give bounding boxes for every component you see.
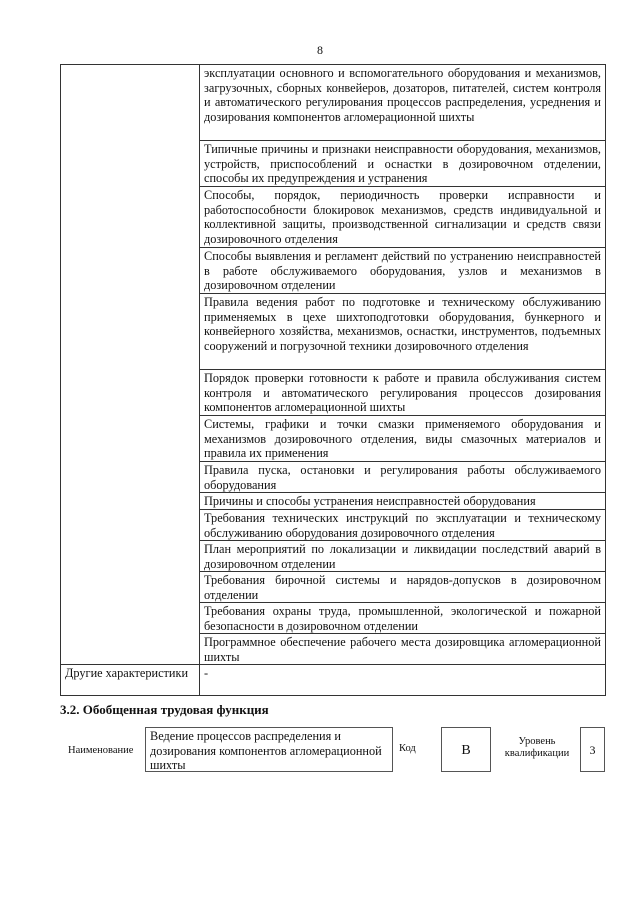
name-label: Наименование: [68, 745, 134, 756]
knowledge-item: Правила ведения работ по подготовке и техническому обслуживанию применяемых в цехе шихтоподготовки оборудования, бункерного и конвейерного хозяйства, механизмов, оснастки, инструментов, подъемных сооружений и погрузочной техники дозировочного отделения: [200, 294, 606, 370]
generalized-function-heading: 3.2. Обобщенная трудовая функция: [60, 702, 269, 717]
knowledge-item: Системы, графики и точки смазки применяемого оборудования и механизмов дозировочного отделения, виды смазочных материалов и правила их применения: [200, 416, 606, 462]
other-characteristics-label: Другие характеристики: [61, 665, 200, 696]
code-label: Код: [399, 743, 416, 754]
knowledge-item: Требования технических инструкций по эксплуатации и техническому обслуживанию оборудования дозировочного отделения: [200, 510, 606, 541]
page-number: 8: [317, 43, 323, 57]
function-name-box: Ведение процессов распределения и дозирования компонентов агломерационной шихты: [145, 727, 393, 772]
knowledge-item: Причины и способы устранения неисправностей оборудования: [200, 493, 606, 510]
other-characteristics-value: -: [200, 665, 606, 696]
qualification-level-box: 3: [580, 727, 605, 772]
function-code-box: В: [441, 727, 491, 772]
qualification-level-label: Уровень квалификации: [504, 736, 570, 759]
knowledge-item: План мероприятий по локализации и ликвидации последствий аварий в дозировочном отделении: [200, 541, 606, 572]
knowledge-item: Правила пуска, остановки и регулирования работы обслуживаемого оборудования: [200, 462, 606, 493]
knowledge-item: Способы, порядок, периодичность проверки исправности и работоспособности блокировок механизмов, средств индивидуальной и коллективной защиты, производственной сигнализации и средств связи дозировочного отделения: [200, 187, 606, 248]
knowledge-item: Требования бирочной системы и нарядов-допусков в дозировочном отделении: [200, 572, 606, 603]
table-row: [61, 65, 606, 141]
table-row: [61, 665, 606, 696]
knowledge-item: Программное обеспечение рабочего места дозировщика агломерационной шихты: [200, 634, 606, 665]
knowledge-item: Способы выявления и регламент действий по устранению неисправностей в работе обслуживаемого оборудования, узлов и механизмов в дозировочном отделении: [200, 248, 606, 294]
row-label-cell: [61, 65, 200, 665]
knowledge-item: Порядок проверки готовности к работе и правила обслуживания систем контроля и автоматического регулирования процессов дозирования компонентов агломерационной шихты: [200, 370, 606, 416]
knowledge-item: Требования охраны труда, промышленной, экологической и пожарной безопасности в дозировочном отделении: [200, 603, 606, 634]
knowledge-item: эксплуатации основного и вспомогательного оборудования и механизмов, загрузочных, сборных конвейеров, дозаторов, питателей, систем контроля и автоматического регулирования процессов распределения, усреднения и дозирования компонентов агломерационной шихты: [200, 65, 606, 141]
knowledge-item: Типичные причины и признаки неисправности оборудования, механизмов, устройств, приспособлений и оснастки в дозировочном отделении, способы их предупреждения и устранения: [200, 141, 606, 187]
knowledge-table: [60, 64, 606, 696]
